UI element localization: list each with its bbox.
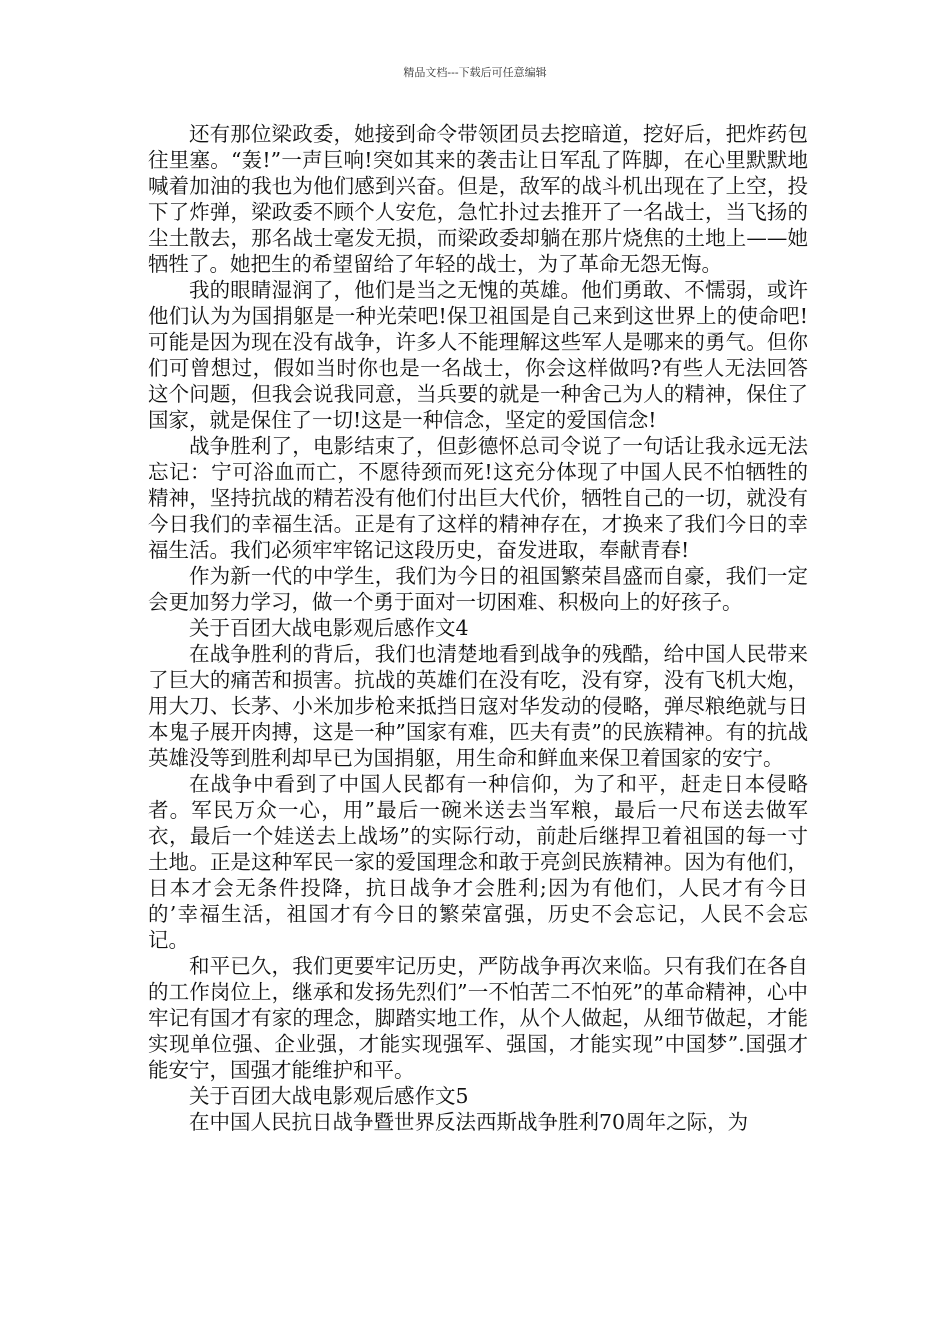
- paragraph: 在战争中看到了中国人民都有一种信仰，为了和平，赶走日本侵略者。军民万众一心，用”最后一碗米送去当军粮，最后一尺布送去做军衣，最后一个娃送去上战场”的实际行动，前赴后继捍卫着祖国的每一寸土地。正是这种军民一家的爱国理念和敢于亮剑民族精神。因为有他们，日本才会无条件投降，抗日战争才会胜利;因为有他们，人民才有今日的’幸福生活，祖国才有今日的繁荣富强，历史不会忘记，人民不会忘记。: [148, 772, 808, 952]
- document-body: [148, 121, 808, 1135]
- paragraph: 在战争胜利的背后，我们也清楚地看到战争的残酷，给中国人民带来了巨大的痛苦和损害。抗战的英雄们在没有吃，没有穿，没有飞机大炮，用大刀、长茅、小米加步枪来抵挡日寇对华发动的侵略，弹尽粮绝就与日本鬼子展开肉搏，这是一种”国家有难，匹夫有责”的民族精神。有的抗战英雄没等到胜利却早已为国捐躯，用生命和鲜血来保卫着国家的安宁。: [148, 642, 808, 770]
- paragraph: 我的眼睛湿润了，他们是当之无愧的英雄。他们勇敢、不懦弱，或许他们认为为国捐躯是一种光荣吧!保卫祖国是自己来到这世界上的使命吧!可能是因为现在没有战争，许多人不能理解这些军人是哪来的勇气。但你们可曾想过，假如当时你也是一名战士，你会这样做吗?有些人无法回答这个问题，但我会说我同意，当兵要的就是一种舍己为人的精神，保住了国家，就是保住了一切!这是一种信念，坚定的爱国信念!: [148, 278, 808, 432]
- paragraph: 在中国人民抗日战争暨世界反法西斯战争胜利70周年之际，为: [189, 1110, 749, 1134]
- section-heading: 关于百团大战电影观后感作文4: [189, 616, 469, 640]
- paragraph: 和平已久，我们更要牢记历史，严防战争再次来临。只有我们在各自的工作岗位上，继承和发扬先烈们”一不怕苦二不怕死”的革命精神，心中牢记有国才有家的理念，脚踏实地工作，从个人做起，从细节做起，才能实现单位强、企业强，才能实现强军、强国，才能实现”中国梦”.国强才能安宁，国强才能维护和平。: [148, 954, 808, 1082]
- paragraph: 作为新一代的中学生，我们为今日的祖国繁荣昌盛而自豪，我们一定会更加努力学习，做一个勇于面对一切困难、积极向上的好孩子。: [148, 564, 808, 614]
- page-header: 精品文档---下载后可任意编辑: [403, 66, 547, 79]
- section-heading: 关于百团大战电影观后感作文5: [189, 1084, 469, 1108]
- paragraph: 还有那位梁政委，她接到命令带领团员去挖暗道，挖好后，把炸药包往里塞。“轰!”一声巨响!突如其来的袭击让日军乱了阵脚，在心里默默地喊着加油的我也为他们感到兴奋。但是，敌军的战斗机出现在了上空，投下了炸弹，梁政委不顾个人安危，急忙扑过去推开了一名战士，当飞扬的尘土散去，那名战士毫发无损，而梁政委却躺在那片烧焦的土地上——她牺牲了。她把生的希望留给了年轻的战士，为了革命无怨无悔。: [148, 122, 808, 276]
- paragraph: 战争胜利了，电影结束了，但彭德怀总司令说了一句话让我永远无法忘记：宁可浴血而亡，不愿待颈而死!这充分体现了中国人民不怕牺牲的精神，坚持抗战的精若没有他们付出巨大代价，牺牲自己的一切，就没有今日我们的幸福生活。正是有了这样的精神存在，才换来了我们今日的幸福生活。我们必须牢牢铭记这段历史，奋发进取，奉献青春!: [148, 434, 808, 562]
